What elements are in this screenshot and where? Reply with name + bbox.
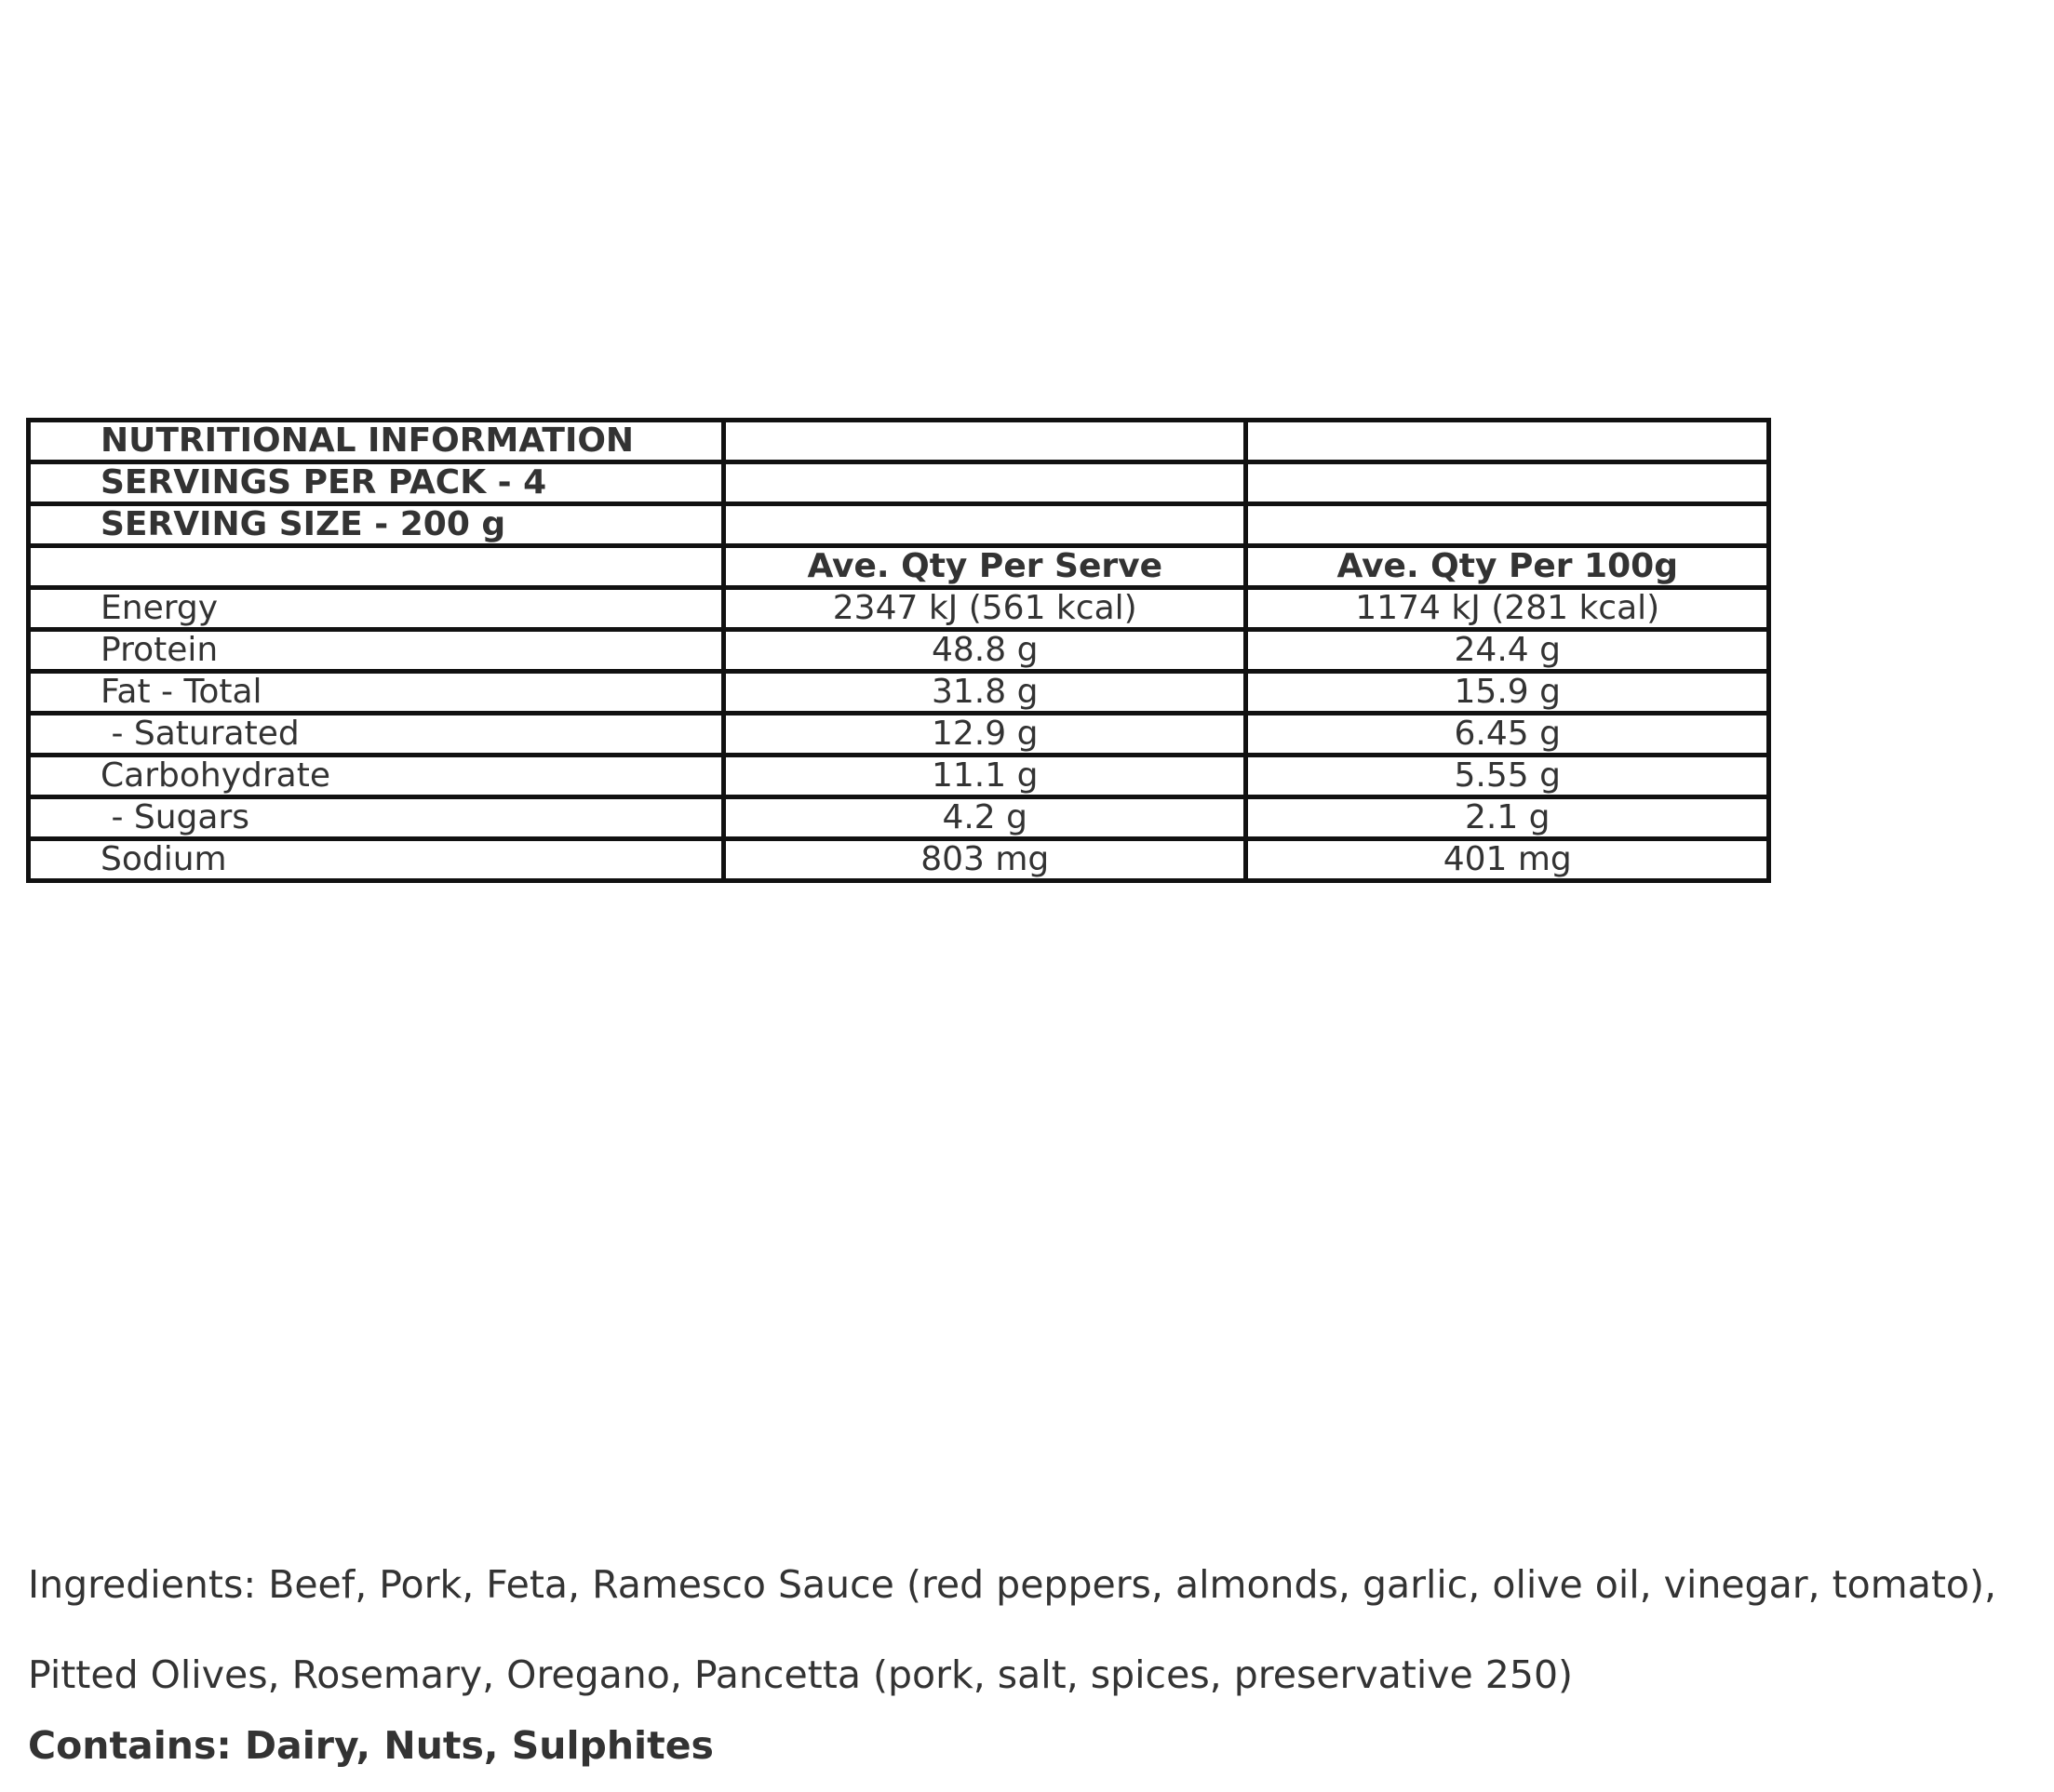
serving-size: SERVING SIZE - 200 g <box>29 504 724 546</box>
per-serve-value: 4.2 g <box>723 797 1246 839</box>
ingredients-text <box>28 1540 2047 1720</box>
nutrient-label: - Sugars <box>29 797 724 839</box>
table-row-energy <box>29 588 1769 630</box>
nutrient-label: Fat - Total <box>29 672 724 714</box>
table-cell-empty <box>1246 504 1769 546</box>
nutrient-label: - Saturated <box>29 714 724 756</box>
per-100g-value: 24.4 g <box>1246 630 1769 672</box>
ingredients-line: Ingredients: Beef, Pork, Feta, Ramesco Sauce (red peppers, almonds, garlic, olive oil, vinegar, tomato), <box>28 1562 1997 1607</box>
per-100g-value: 6.45 g <box>1246 714 1769 756</box>
per-100g-value: 15.9 g <box>1246 672 1769 714</box>
per-serve-value: 2347 kJ (561 kcal) <box>723 588 1246 630</box>
table-cell-empty <box>723 462 1246 504</box>
servings-per-pack-row <box>29 462 1769 504</box>
per-serve-value: 803 mg <box>723 839 1246 881</box>
serving-size-row <box>29 504 1769 546</box>
per-100g-value: 5.55 g <box>1246 756 1769 797</box>
table-row-carbohydrate <box>29 756 1769 797</box>
table-row-sugars <box>29 797 1769 839</box>
per-100g-value: 1174 kJ (281 kcal) <box>1246 588 1769 630</box>
nutrition-table <box>26 418 1771 883</box>
per-100g-value: 2.1 g <box>1246 797 1769 839</box>
per-serve-value: 48.8 g <box>723 630 1246 672</box>
table-cell-empty <box>723 504 1246 546</box>
ingredients-line: Pitted Olives, Rosemary, Oregano, Pancetta (pork, salt, spices, preservative 250) <box>28 1652 1574 1697</box>
table-row-saturated <box>29 714 1769 756</box>
column-header-per-serve: Ave. Qty Per Serve <box>723 546 1246 588</box>
table-cell-empty <box>1246 462 1769 504</box>
column-header-nutrient <box>29 546 724 588</box>
column-header-per-100g: Ave. Qty Per 100g <box>1246 546 1769 588</box>
table-cell-empty <box>723 421 1246 462</box>
per-serve-value: 11.1 g <box>723 756 1246 797</box>
nutrient-label: Energy <box>29 588 724 630</box>
table-title: NUTRITIONAL INFORMATION <box>29 421 724 462</box>
table-row-fat-total <box>29 672 1769 714</box>
table-row-sodium <box>29 839 1769 881</box>
nutrient-label: Sodium <box>29 839 724 881</box>
allergens-statement: Contains: Dairy, Nuts, Sulphites <box>28 1723 714 1768</box>
column-header-row <box>29 546 1769 588</box>
table-row-protein <box>29 630 1769 672</box>
per-serve-value: 31.8 g <box>723 672 1246 714</box>
per-100g-value: 401 mg <box>1246 839 1769 881</box>
nutrient-label: Protein <box>29 630 724 672</box>
per-serve-value: 12.9 g <box>723 714 1246 756</box>
servings-per-pack: SERVINGS PER PACK - 4 <box>29 462 724 504</box>
nutrient-label: Carbohydrate <box>29 756 724 797</box>
table-cell-empty <box>1246 421 1769 462</box>
table-title-row <box>29 421 1769 462</box>
